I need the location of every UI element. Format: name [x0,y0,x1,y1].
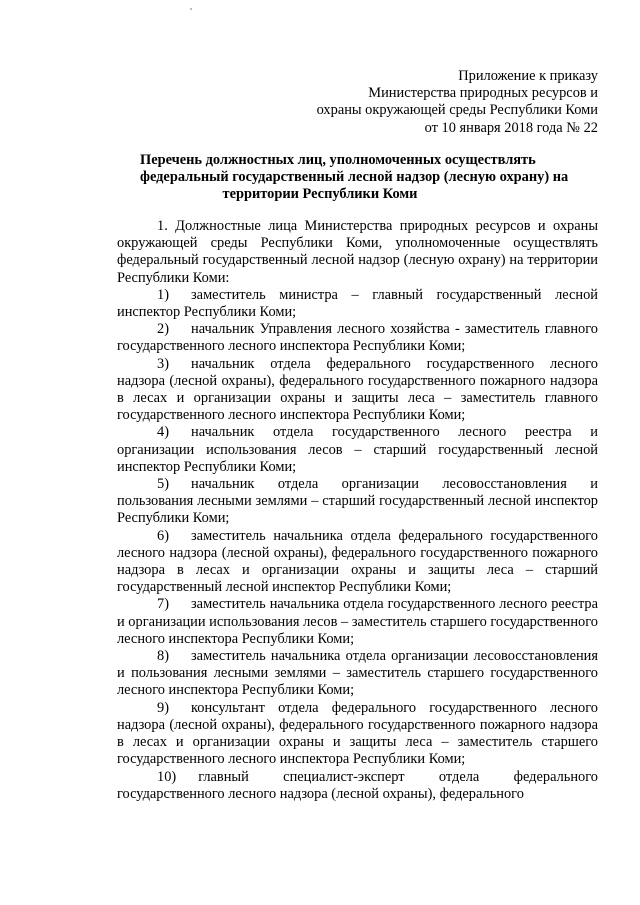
list-item [117,424,598,476]
list-item [117,648,598,700]
title-line: территории Республики Коми [222,186,418,203]
list-item-number: 7) [157,596,169,613]
list-item [117,596,598,648]
list-item [117,476,598,528]
list-item-text: заместитель начальника отдела федерального государственного лесного надзора (лесной охраны), федерального государственного пожарного надзора в лесах и организации охраны и защиты леса – старший государственный лесной инспектор Республики Коми; [117,527,598,596]
list-item-text: заместитель министра – главный государственный лесной инспектор Республики Коми; [117,286,598,321]
list-item-number: 8) [157,648,169,665]
list-item-number: 3) [157,355,169,372]
list-item-number: 2) [157,321,169,338]
scan-speck [190,8,192,10]
approval-line: охраны окружающей среды Республики Коми [316,102,598,119]
intro-paragraph: 1. Должностные лица Министерства природных ресурсов и охраны окружающей среды Республики Коми, уполномоченные осуществлять федеральный государственный лесной надзор (лесную охрану) на территории Республики Коми: [117,218,598,286]
title-line: Перечень должностных лиц, уполномоченных осуществлять [140,152,536,168]
list-item-text: начальник отдела организации лесовосстановления и пользования лесными землями – старший государственный лесной инспектор Республики Коми; [117,476,598,527]
list-item [117,356,598,425]
document-body [117,218,598,803]
list-item-number: 6) [157,527,169,544]
list-item-text: консультант отдела федерального государственного лесного надзора (лесной охраны), федерального государственного пожарного надзора в лесах и организации охраны и защиты леса – заместитель старшего государственного лесного инспектора Республики Коми; [117,699,598,768]
list-item [117,528,598,597]
list-item-number: 10) [157,768,177,785]
approval-line: Приложение к приказу [458,68,598,84]
list-item-text: начальник отдела федерального государственного лесного надзора (лесной охраны), федерального государственного пожарного надзора в лесах и организации охраны и защиты леса – заместитель главного государственного лесного инспектора Республики Коми; [117,355,598,424]
list-item-number: 9) [157,699,169,716]
approval-line: от 10 января 2018 года № 22 [424,119,598,136]
list-item [117,321,598,355]
list-item [117,700,598,769]
list-item-number: 5) [157,476,169,493]
approval-block [278,68,598,137]
list-item-text: заместитель начальника отдела организации лесовосстановления и пользования лесными землями – заместитель старшего государственного лесного инспектора Республики Коми; [117,648,598,699]
list-item-number: 1) [157,286,169,303]
approval-line: Министерства природных ресурсов и [368,85,598,102]
list-item-text: главный специалист-эксперт отдела федерального государственного лесного надзора (лесной охраны), федерального [117,768,598,802]
list-item-number: 4) [157,424,169,441]
list-item [117,287,598,321]
title-line: федеральный государственный лесной надзор (лесную охрану) на [140,169,569,186]
official-list [117,287,598,803]
document-title [140,152,569,204]
list-item-text: начальник отдела государственного лесного реестра и организации использования лесов – старший государственный лесной инспектор Республики Коми; [117,424,598,475]
list-item-text: начальник Управления лесного хозяйства - заместитель главного государственного лесного инспектора Республики Коми; [117,321,598,355]
list-item-text: заместитель начальника отдела государственного лесного реестра и организации использования лесов – заместитель старшего государственного лесного инспектора Республики Коми; [117,596,598,647]
list-item [117,769,598,803]
